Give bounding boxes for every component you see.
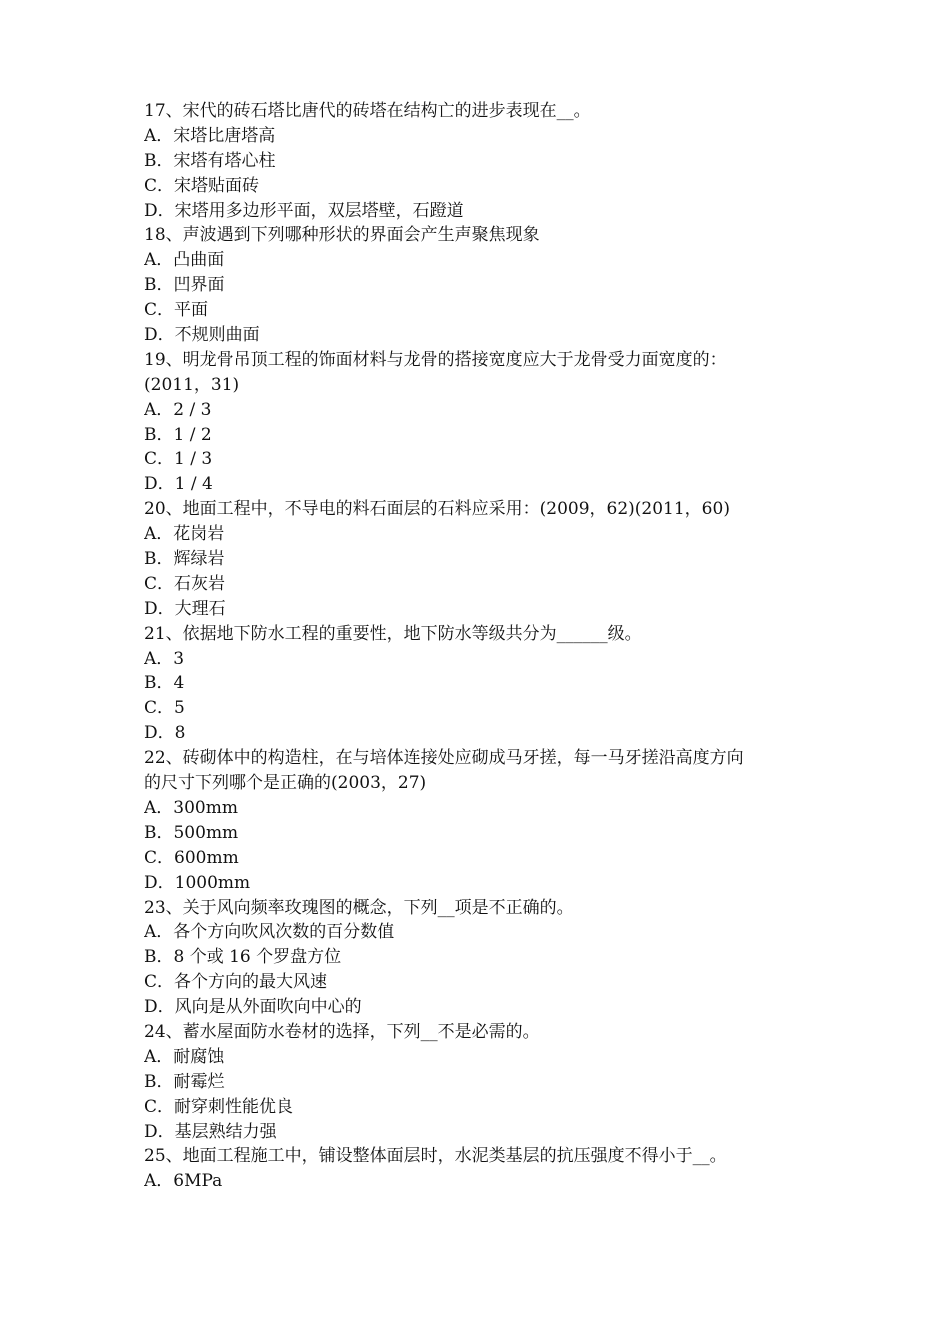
question-20: [144, 497, 824, 621]
option-c: C．1 / 3: [144, 449, 213, 470]
option-b: B．4: [144, 673, 185, 694]
question-18: [144, 223, 824, 347]
question-stem: 24、蓄水屋面防水卷材的选择，下列__不是必需的。: [144, 1021, 540, 1042]
option-d: D．基层熟结力强: [144, 1121, 277, 1142]
option-b: B．8 个或 16 个罗盘方位: [144, 947, 342, 968]
option-b: B．1 / 2: [144, 424, 212, 445]
question-19: [144, 348, 824, 497]
option-b: B．耐霉烂: [144, 1071, 225, 1092]
option-c: C．耐穿刺性能优良: [144, 1096, 294, 1117]
question-stem: 20、地面工程中，不导电的料石面层的石料应采用：(2009，62)(2011，60): [144, 499, 730, 520]
option-d: D．1 / 4: [144, 474, 213, 495]
option-a: A．宋塔比唐塔高: [144, 125, 276, 146]
question-22: [144, 746, 824, 895]
question-23: [144, 896, 824, 1020]
option-a: A．6MPa: [144, 1171, 223, 1192]
option-a: A．300mm: [144, 797, 238, 818]
question-stem: 23、关于风向频率玫瑰图的概念，下列__项是不正确的。: [144, 897, 574, 918]
option-a: A．2 / 3: [144, 399, 212, 420]
option-d: D．1000mm: [144, 872, 251, 893]
option-c: C．石灰岩: [144, 573, 226, 594]
option-a: A．凸曲面: [144, 250, 225, 271]
question-stem: 25、地面工程施工中，铺设整体面层时，水泥类基层的抗压强度不得小于__。: [144, 1146, 727, 1167]
question-stem: 19、明龙骨吊顶工程的饰面材料与龙骨的搭接宽度应大于龙骨受力面宽度的：: [144, 349, 727, 370]
question-stem-continued: (2011，31): [144, 374, 240, 395]
option-b: B．宋塔有塔心柱: [144, 150, 276, 171]
option-a: A．耐腐蚀: [144, 1046, 225, 1067]
option-a: A．各个方向吹风次数的百分数值: [144, 922, 395, 943]
option-d: D．大理石: [144, 598, 226, 619]
option-d: D．风向是从外面吹向中心的: [144, 997, 362, 1018]
question-21: [144, 622, 824, 746]
option-a: A．花岗岩: [144, 524, 225, 545]
option-c: C．600mm: [144, 847, 239, 868]
option-d: D．不规则曲面: [144, 325, 260, 346]
option-c: C．5: [144, 698, 185, 719]
option-d: D．宋塔用多边形平面，双层塔壁，石蹬道: [144, 200, 464, 221]
option-b: B．凹界面: [144, 275, 225, 296]
option-b: B．辉绿岩: [144, 549, 225, 570]
option-c: C．各个方向的最大风速: [144, 972, 328, 993]
question-stem-continued: 的尺寸下列哪个是正确的(2003，27): [144, 773, 427, 794]
option-b: B．500mm: [144, 822, 239, 843]
question-stem: 17、宋代的砖石塔比唐代的砖塔在结构亡的进步表现在__。: [144, 101, 591, 121]
question-25: [144, 1144, 824, 1194]
question-17: [144, 99, 824, 223]
question-stem: 22、砖砌体中的构造柱，在与培体连接处应砌成马牙搓，每一马牙搓沿高度方向: [144, 748, 744, 769]
option-c: C．平面: [144, 300, 209, 321]
question-24: [144, 1020, 824, 1144]
option-a: A．3: [144, 648, 185, 669]
option-d: D．8: [144, 723, 186, 744]
option-c: C．宋塔贴面砖: [144, 175, 260, 196]
question-stem: 21、依据地下防水工程的重要性，地下防水等级共分为______级。: [144, 623, 642, 644]
question-list: [144, 99, 824, 1194]
question-stem: 18、声波遇到下列哪种形状的界面会产生声聚焦现象: [144, 225, 540, 246]
